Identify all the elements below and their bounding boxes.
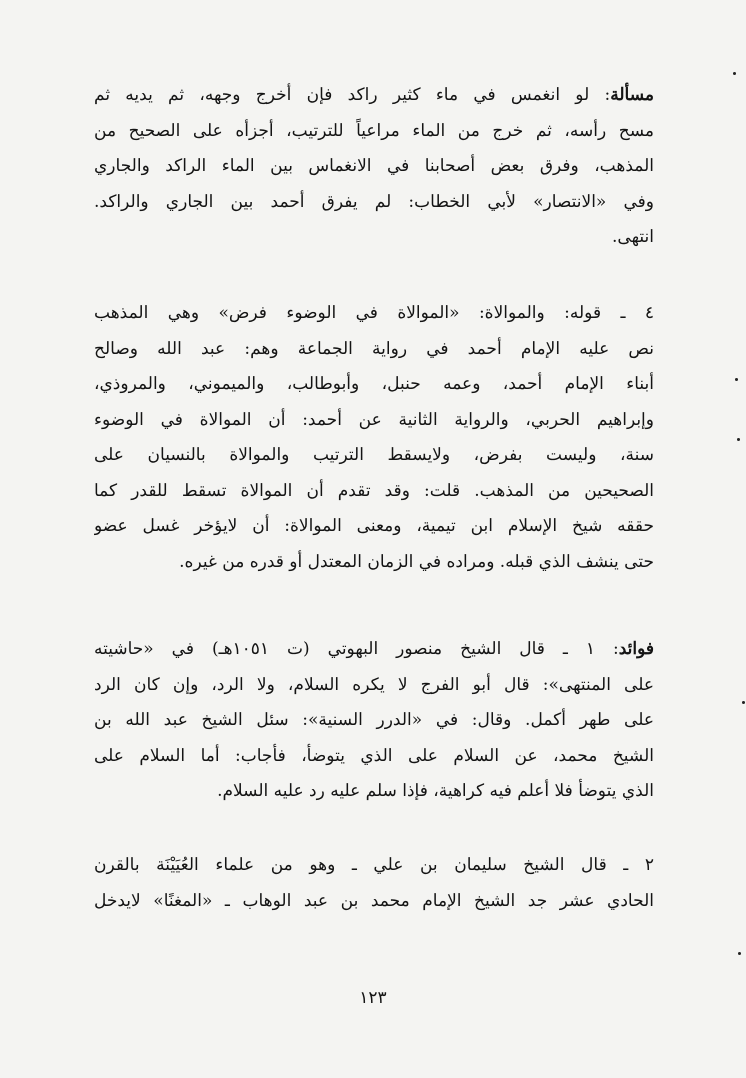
scan-speck <box>742 701 745 704</box>
scan-speck <box>738 952 741 955</box>
text-line: على طهر أكمل. وقال: في «الدرر السنية»: سئل الشيخ عبد الله بن <box>94 710 654 730</box>
text-line: وإبراهيم الحربي، والرواية الثانية عن أحمد: أن الموالاة في الوضوء <box>94 409 654 430</box>
text-line: الحادي عشر جد الشيخ الإمام محمد بن عبد الوهاب ـ «المغنًا» لايدخل <box>94 890 654 911</box>
paragraph-muwalat <box>94 296 654 580</box>
text-line: الذي يتوضأ فلا أعلم فيه كراهية، فإذا سلم عليه رد عليه السلام. <box>217 781 654 801</box>
text-line: ٤ ـ قوله: والموالاة: «الموالاة في الوضوء فرض» وهي المذهب <box>94 303 654 323</box>
text-line: سنة، وليست بفرض، ولايسقط الترتيب والموالاة بالنسيان على <box>94 445 654 465</box>
paragraph-fawaid <box>94 632 654 810</box>
text-line: الشيخ محمد، عن السلام على الذي يتوضأ، فأجاب: أما السلام على <box>94 745 654 766</box>
text-line: أبناء الإمام أحمد، وعمه حنبل، وأبوطالب، والميموني، والمروذي، <box>94 374 654 394</box>
text-line: فوائد: ١ ـ قال الشيخ منصور البهوتي (ت ١٠٥١هـ) في «حاشيته <box>94 639 654 659</box>
text-line: مسألة: لو انغمس في ماء كثير راكد فإن أخرج وجهه، ثم يديه ثم <box>94 85 654 105</box>
text-line: المذهب، وفرق بعض أصحابنا في الانغماس بين الماء الراكد والجاري <box>94 156 654 176</box>
text-line: وفي «الانتصار» لأبي الخطاب: لم يفرق أحمد بين الجاري والراكد. <box>94 191 654 212</box>
text-line: انتهى. <box>612 227 654 247</box>
text-line: الصحيحين من المذهب. قلت: وقد تقدم أن الموالاة تسقط للقدر كما <box>94 480 654 501</box>
section-label: مسألة <box>610 85 654 105</box>
text-line: مسح رأسه، ثم خرج من الماء مراعياً للترتيب، أجزأه على الصحيح من <box>94 120 654 141</box>
text-line: حققه شيخ الإسلام ابن تيمية، ومعنى الموالاة: أن لايؤخر غسل عضو <box>94 516 654 536</box>
paragraph-sulayman <box>94 848 654 919</box>
scan-speck <box>737 438 740 441</box>
scan-speck <box>735 378 738 381</box>
scan-speck <box>733 72 736 75</box>
text-line: حتى ينشف الذي قبله. ومراده في الزمان المعتدل أو قدره من غيره. <box>179 551 654 572</box>
text-line: على المنتهى»: قال أبو الفرج لا يكره السلام، ولا الرد، وإن كان الرد <box>94 674 654 695</box>
section-label: فوائد <box>618 639 654 659</box>
text-line: ٢ ـ قال الشيخ سليمان بن علي ـ وهو من علماء العُيَيْنَة بالقرن <box>94 855 654 875</box>
page-number: ١٢٣ <box>359 988 387 1008</box>
paragraph-masala <box>94 78 654 256</box>
text-line: نص عليه الإمام أحمد في رواية الجماعة وهم: عبد الله وصالح <box>94 338 654 359</box>
